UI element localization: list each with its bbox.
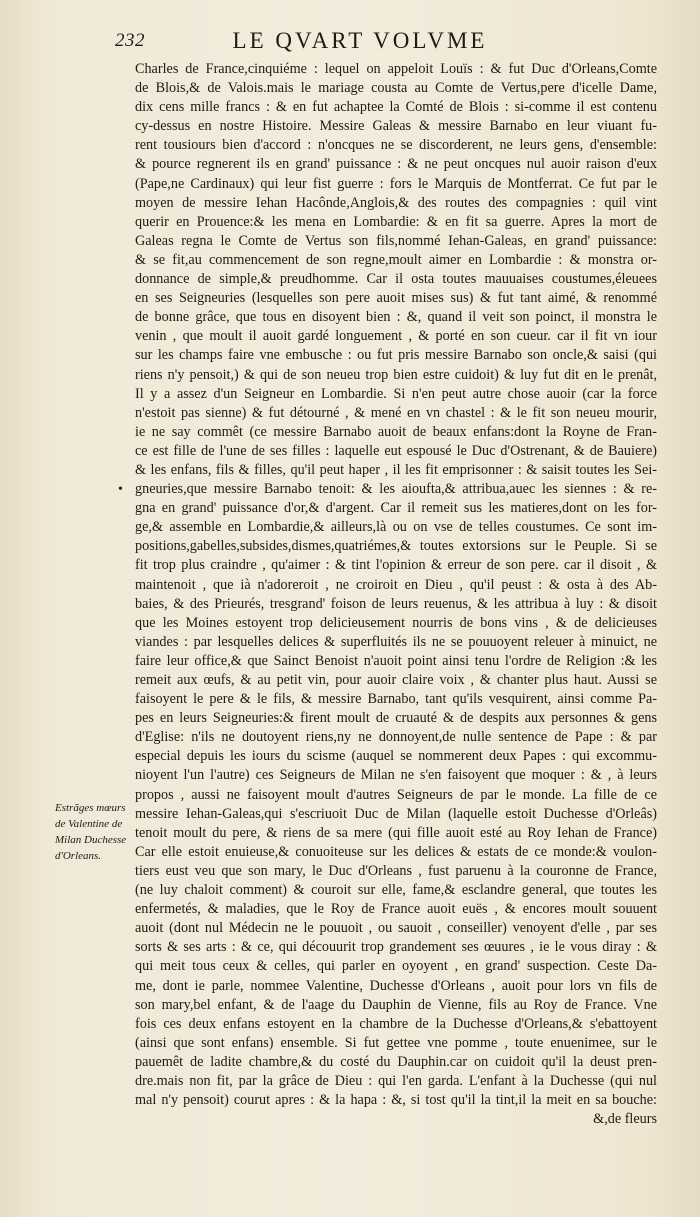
text-line: fit trop plus craindre , qu'aimer : & tint l'opinion & erreur de son pere. car il disoit , &: [135, 557, 657, 574]
text-line: de Blois,& de Valois.mais le mariage cousta au Comte de Vertus,pere d'icelle Dame,: [135, 80, 657, 97]
text-line: nioyent l'un l'autre) ces Seigneurs de Milan ne s'en faisoyent que moquer : & , à leurs: [135, 767, 657, 784]
text-line: pauemêt de ladite chambre,& du costé du Dauphin.car on cuidoit qu'il la deust pren-: [135, 1053, 657, 1070]
text-line: baies, & des Prieurés, tresgrand' foison de leurs reuenus, & les attribua à luy : & disoit: [135, 595, 657, 612]
text-line: auoit (dont nul Médecin ne le pouuoit , ou sauoit , conseiller) venoyent d'elle , par ses: [135, 920, 657, 937]
text-line: mal n'y pensoit) courut apres : & la hapa : &, si tost qu'il la tint,il la meit en sa bouche:: [135, 1092, 657, 1109]
text-line: n'estoit pas sienne) & fut détourné , & mené en vn chastel : & le fit son neueu mourir,: [135, 404, 657, 421]
body-text: [135, 60, 657, 1129]
text-line: viandes : par lesquelles delices & superfluités ils ne se pouuoyent releuer à minuict, ne: [135, 633, 657, 650]
text-line: especial depuis les iours du scisme (auquel se nommerent deux Papes : qui excommu-: [135, 748, 657, 765]
text-line: faisoyent le pere & le fils, & messire Barnabo, tant qu'ils vesquirent, ainsi comme Pa-: [135, 691, 657, 708]
text-line: que les Moines estoyent trop delicieusement nourris de bons vins , & de delicieuses: [135, 614, 657, 631]
text-line: tenoit moult du pere, & riens de sa mere (qui fille auoit esté au Roy Iehan de France): [135, 824, 657, 841]
text-line: Galeas regna le Comte de Vertus son fils,nommé Iehan-Galeas, en grand' puissance:: [135, 232, 657, 249]
text-line: en ses Seigneuries (lesquelles son pere auoit mises sus) & fut tant aimé, & renommé: [135, 290, 657, 307]
text-line: positions,gabelles,subsides,dismes,quatriémes,& toutes extorsions sur le Peuple. Si se: [135, 538, 657, 555]
text-line: rent tousiours bien d'accord : n'oncques ne se discorderent, ne leurs gens, d'ensemble:: [135, 137, 657, 154]
text-line: riens n'y pensoit,) & qui de son neueu trop bien estre cuidoit) & luy fut dit en le prenât,: [135, 366, 657, 383]
margin-note-line: Milan Duchesse: [55, 834, 127, 846]
text-line: me, dont ie parle, nommee Valentine, Duchesse d'Orleans , auoit pour lors vn fils de: [135, 977, 657, 994]
text-line: tiers eust veu que son mary, le Duc d'Orleans , fust paruenu à la couronne de France,: [135, 862, 657, 879]
text-line: querir en Prouence:& les mena en Lombardie: & en fit sa guerre. Apres la mort de: [135, 213, 657, 230]
running-title: LE QVART VOLVME: [232, 28, 488, 53]
text-line: & se fit,au commencement de son regne,moult aimer en Lombardie : & monstra or-: [135, 251, 657, 268]
text-line: maintenoit , que ià n'adoreroit , ne croiroit en Dieu , qu'il peust : & osta à des Ab-: [135, 576, 657, 593]
text-line: dre.mais non fit, par la grâce de Dieu : qui l'en garda. L'enfant à la Duchesse (qui nul: [135, 1072, 657, 1089]
text-line: son mary,bel enfant, & de l'aage du Dauphin de Vienne, fils au Roy de France. Vne: [135, 996, 657, 1013]
text-line: cy-dessus en nostre Histoire. Messire Galeas & messire Barnabo en leur viuant fu-: [135, 118, 657, 135]
text-line: pes en leurs Seigneuries:& firent moult de cruauté & de despits aux personnes & gens: [135, 710, 657, 727]
catchword: &,de fleurs: [593, 1111, 657, 1128]
margin-note-line: de Valentine de: [55, 818, 123, 830]
text-line: de bonne grâce, que tous en disoyent bien : &, quand il veit son poinct, il monstra le: [135, 309, 657, 326]
text-line: ge,& assemble en Lombardie,& ailleurs,là ou on vse de telles coustumes. Ce sont im-: [135, 519, 657, 536]
text-line: sorts & ses arts : & ce, qui découurit trop grandement ses œuures , ie le vous diray : &: [135, 939, 657, 956]
text-line: remeit aux œufs, & au petit vin, pour auoir claire voix , & chanter plus haut. Aussi se: [135, 672, 657, 688]
text-line: qui meit tous ceux & celles, qui parler en oyoyent , en grand' suspection. Ceste Da-: [135, 958, 657, 975]
text-line: Car elle estoit enuieuse,& conuoiteuse sur les delices & estats de ce monde:& voulon-: [135, 843, 657, 860]
text-line: messire Iehan-Galeas,qui s'escriuoit Duc de Milan (laquelle estoit Duchesse d'Orleâs): [135, 805, 657, 822]
margin-note-line: Estrãges mœurs: [55, 802, 126, 814]
text-line: gneuries,que messire Barnabo tenoit: & les aioufta,& attribua,auec les siennes : & re-: [135, 481, 657, 498]
page-number: 232: [115, 30, 145, 51]
text-line: dix cens mille francs : & en fut achaptee la Comté de Blois : si-comme il est contenu: [135, 99, 657, 116]
text-line: enfermetés, & maladies, que le Roy de France auoit euës , & encores moult souuent: [135, 901, 657, 918]
text-line: ie ne say commêt (ce messire Barnabo auoit de beaux enfans:dont la Royne de Fran-: [135, 423, 657, 440]
text-line: & pource regnerent ils en grand' puissance : & ne peut oncques nul auoir raison d'eux: [135, 156, 657, 173]
text-line: (Pape,ne Cardinaux) qui leur fist guerre : fors le Marquis de Montferrat. Ce fut par le: [135, 175, 657, 192]
text-line: Charles de France,cinquiéme : lequel on appeloit Louïs : & fut Duc d'Orleans,Comte: [135, 61, 657, 77]
text-line: donnance de simple,& preudhomme. Car il osta toutes mauuaises coustumes,éleuees: [135, 271, 657, 288]
margin-mark: •: [118, 482, 123, 497]
text-line: propos , aussi ne faisoyent moult d'autres Seigneurs de par le monde. La fille de ce: [135, 786, 657, 803]
text-line: ce est fille de l'une de ses filles : laquelle eut espousé le Duc d'Ostrenant, & de Bauiere): [135, 442, 657, 459]
text-line: (ne luy chaloit comment) & couroit sur elle, fame,& esclandre general, que toutes les: [135, 882, 657, 899]
text-line: moyen de messire Iehan Hacônde,Anglois,& des routes des compagnies : quil vint: [135, 194, 657, 211]
text-line: d'Eglise: n'ils ne doutoyent riens,ny ne donnoyent,de nulle sentence de Pape : & par: [135, 729, 657, 746]
margin-note: [55, 800, 133, 864]
text-line: & les enfans, fils & filles, qu'il peut haper , il les fit emprisonner : & saisit toutes les Sei-: [135, 461, 657, 478]
text-line: (ainsi que sont enfans) ensemble. Si fut gettee vne pomme , toute enuenimee, sur le: [135, 1034, 657, 1051]
page-header: [110, 28, 590, 56]
text-line: gna en grand' puissance d'or,& d'argent. Car il remeit sus les matieres,dont on les for-: [135, 500, 657, 517]
margin-note-line: d'Orleans.: [55, 850, 102, 862]
text-line: faire leur office,& que Sainct Benoist n'auoit point ainsi tenu l'ordre de Religion :& les: [135, 652, 657, 669]
text-line: venin , que moult il auoit gardé longuement , & porté en son cueur. car il fit vn iour: [135, 328, 657, 345]
text-line: fois ces deux enfans estoyent en la chambre de la Duchesse d'Orleans,& s'ebattoyent: [135, 1015, 657, 1032]
text-line: Il y a assez d'un Seigneur en Lombardie. Si n'en peut autre chose auoir (car la force: [135, 385, 657, 402]
text-line: sur les champs faire vne embusche : ou fut pris messire Barnabo son oncle,& saisi (qui: [135, 347, 657, 364]
